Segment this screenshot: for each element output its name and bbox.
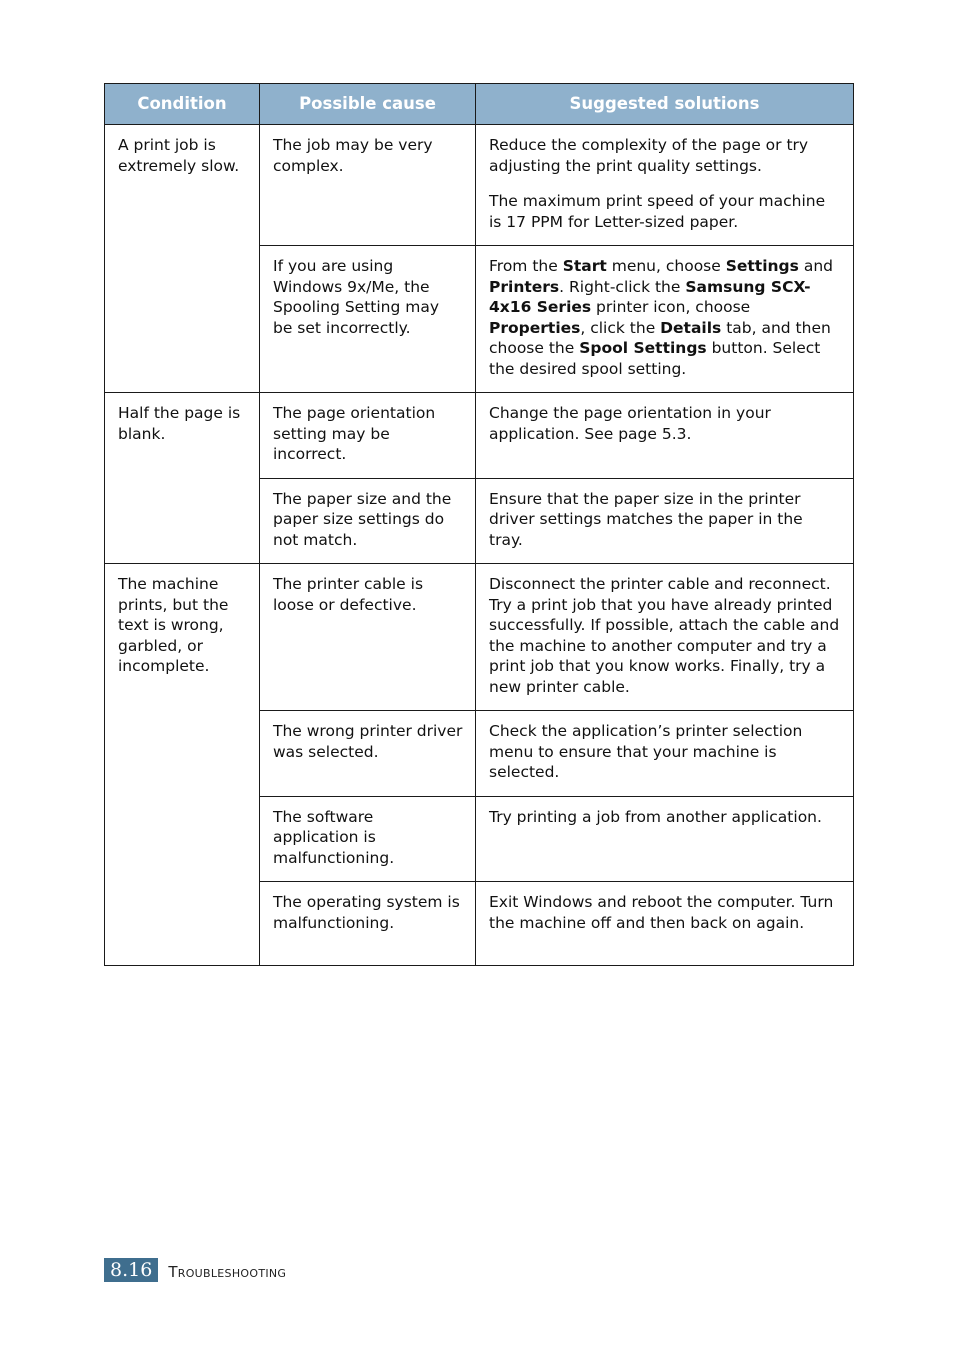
cause-cell: The operating system is malfunctioning. bbox=[260, 882, 476, 966]
table-row bbox=[105, 125, 854, 246]
page-footer bbox=[104, 1258, 286, 1282]
page-number-badge: 8.16 bbox=[104, 1258, 158, 1282]
solution-cell: Check the application’s printer selection menu to ensure that your machine is selected. bbox=[476, 711, 854, 797]
header-condition: Condition bbox=[105, 84, 260, 125]
condition-cell: A print job is extremely slow. bbox=[105, 125, 260, 393]
solution-paragraph: The maximum print speed of your machine is 17 PPM for Letter-sized paper. bbox=[489, 192, 826, 231]
cause-cell: The wrong printer driver was selected. bbox=[260, 711, 476, 797]
solution-paragraph: Reduce the complexity of the page or try adjusting the print quality settings. bbox=[489, 136, 809, 175]
solution-paragraph: From the Start menu, choose Settings and Printers. Right-click the Samsung SCX-4x16 Series printer icon, choose Properties, click the Details tab, and then choose the Spool Settings button. Select the desired spool setting. bbox=[489, 257, 833, 378]
cause-cell: If you are using Windows 9x/Me, the Spooling Setting may be set incorrectly. bbox=[260, 246, 476, 393]
cause-cell: The page orientation setting may be incorrect. bbox=[260, 393, 476, 479]
header-suggested-solutions: Suggested solutions bbox=[476, 84, 854, 125]
cause-cell: The paper size and the paper size settings do not match. bbox=[260, 478, 476, 564]
condition-cell: The machine prints, but the text is wrong, garbled, or incomplete. bbox=[105, 564, 260, 966]
cause-cell: The software application is malfunctioning. bbox=[260, 796, 476, 882]
solution-cell: Ensure that the paper size in the printer driver settings matches the paper in the tray. bbox=[476, 478, 854, 564]
table-row bbox=[105, 564, 854, 711]
solution-cell bbox=[476, 246, 854, 393]
solution-cell bbox=[476, 125, 854, 246]
solution-cell: Disconnect the printer cable and reconnect. Try a print job that you have already printed successfully. If possible, attach the cable and the machine to another computer and try a print job that you know works. Finally, try a new printer cable. bbox=[476, 564, 854, 711]
table-header-row bbox=[105, 84, 854, 125]
solution-cell: Change the page orientation in your application. See page 5.3. bbox=[476, 393, 854, 479]
condition-cell: Half the page is blank. bbox=[105, 393, 260, 564]
header-possible-cause: Possible cause bbox=[260, 84, 476, 125]
cause-cell: The printer cable is loose or defective. bbox=[260, 564, 476, 711]
table-row bbox=[105, 393, 854, 479]
solution-cell: Exit Windows and reboot the computer. Turn the machine off and then back on again. bbox=[476, 882, 854, 966]
cause-cell: The job may be very complex. bbox=[260, 125, 476, 246]
section-title: Troubleshooting bbox=[168, 1263, 287, 1281]
troubleshooting-table bbox=[104, 83, 854, 966]
solution-cell: Try printing a job from another application. bbox=[476, 796, 854, 882]
